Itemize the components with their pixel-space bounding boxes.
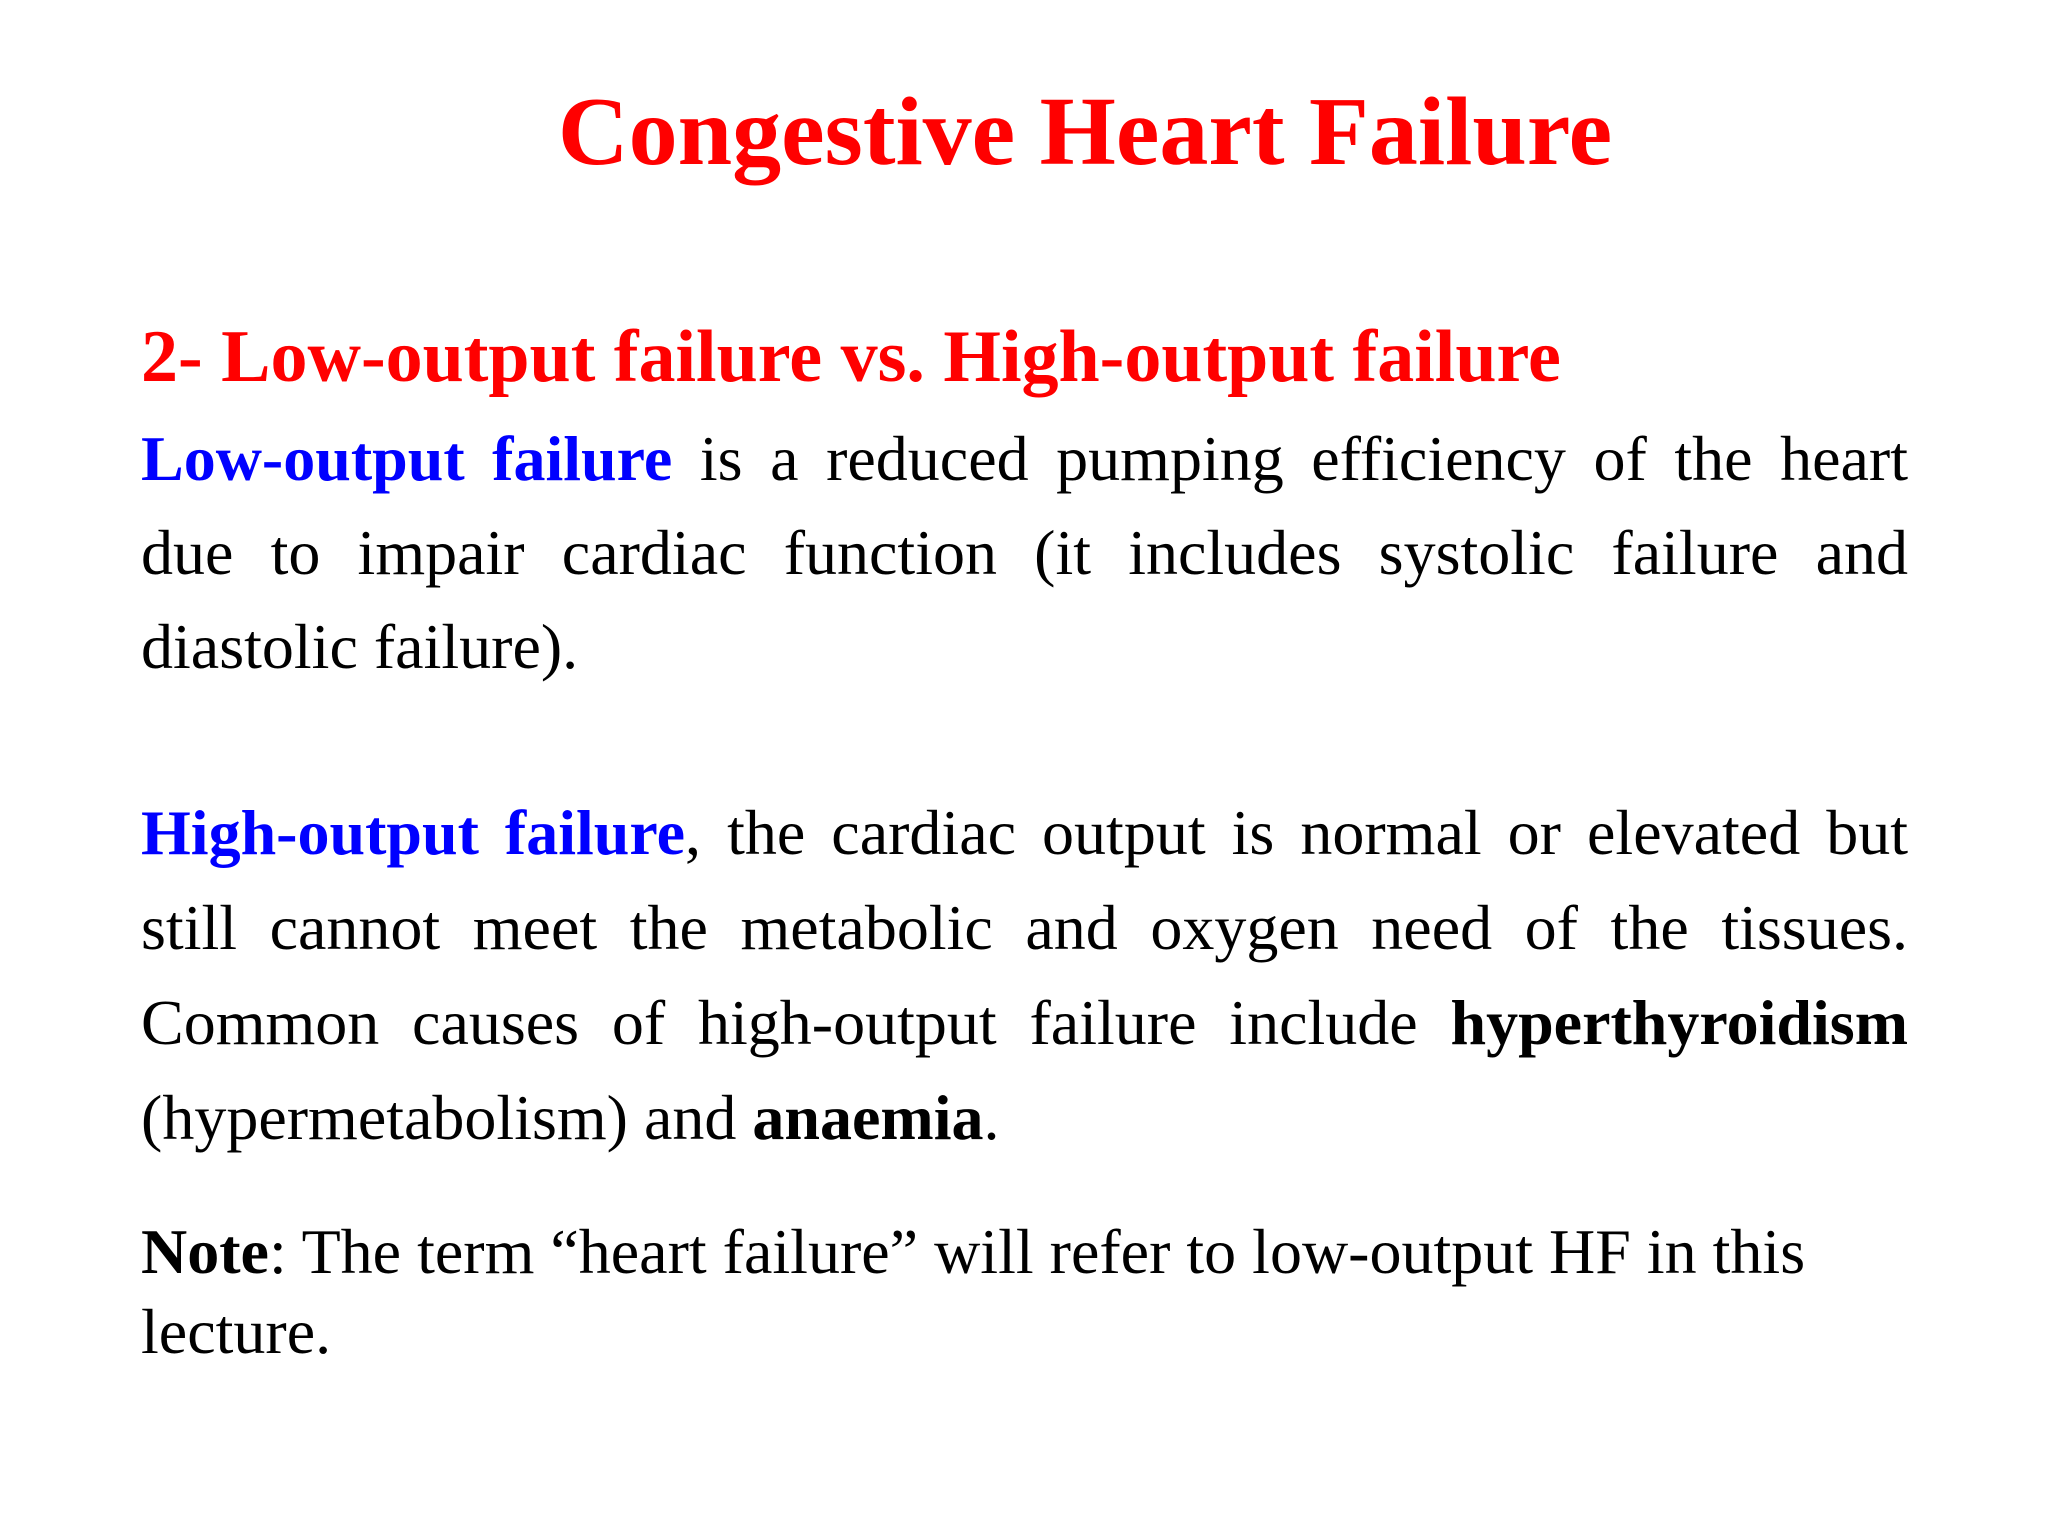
low-output-term: Low-output failure: [141, 423, 673, 494]
hyperthyroidism-term: hyperthyroidism: [1450, 987, 1908, 1058]
low-output-paragraph: [141, 412, 1908, 694]
high-output-definition: , the cardiac output is normal or elevated but still cannot meet the metabolic and oxygen need of the tissues. Common causes of high-output failure include: [141, 797, 1908, 1058]
note-paragraph: [141, 1212, 1921, 1372]
high-output-term: High-output failure: [141, 797, 686, 868]
high-output-end: .: [983, 1082, 1000, 1153]
high-output-paragraph: [141, 785, 1908, 1165]
low-output-definition: is a reduced pumping efficiency of the heart due to impair cardiac function (it includes systolic failure and diastolic failure).: [141, 423, 1909, 682]
high-output-connector: (hypermetabolism) and: [141, 1082, 753, 1153]
slide-title: Congestive Heart Failure: [557, 78, 1613, 186]
anaemia-term: anaemia: [752, 1082, 984, 1153]
section-heading: 2- Low-output failure vs. High-output failure: [141, 316, 1561, 398]
note-text: : The term “heart failure” will refer to low-output HF in this lecture.: [141, 1216, 1806, 1367]
note-label: Note: [141, 1216, 269, 1287]
